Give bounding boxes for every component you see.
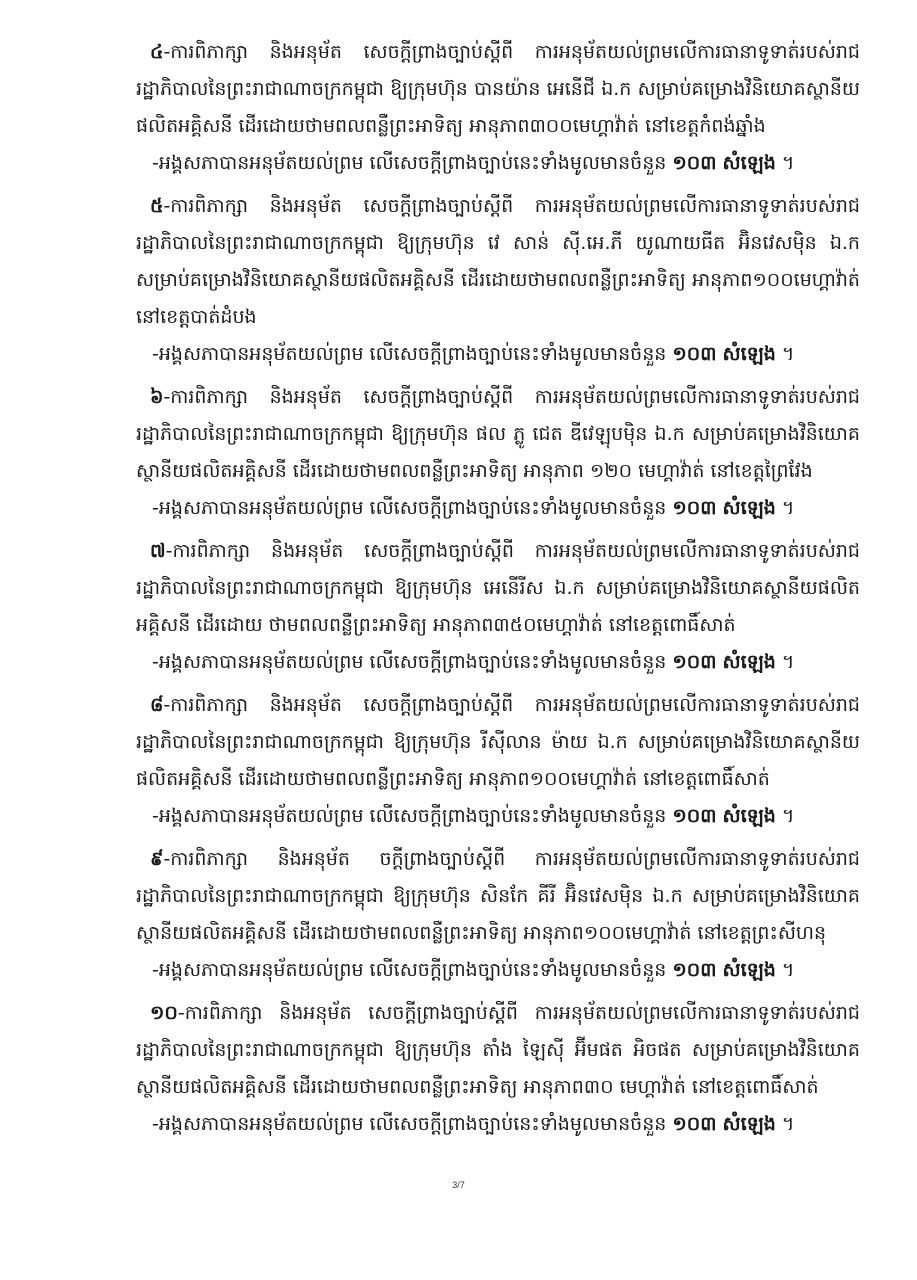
vote-word: សំឡេង bbox=[722, 805, 776, 827]
vote-text: -អង្គសភាបានអនុម័តយល់ព្រម លើសេចក្តីព្រាងច្បាប់នេះទាំងមូលមានចំនួន bbox=[152, 343, 667, 365]
vote-text: -អង្គសភាបានអនុម័តយល់ព្រម លើសេចក្តីព្រាងច្បាប់នេះទាំងមូលមានចំនួន bbox=[152, 651, 667, 673]
vote-result bbox=[138, 952, 860, 989]
agenda-item-text bbox=[136, 379, 860, 490]
vote-word: សំឡេង bbox=[722, 497, 776, 519]
item-description: -ការពិភាក្សា និងអនុម័ត សេចក្តីព្រាងច្បាប់ស្តីពី ការអនុម័តយល់ព្រមលើការធានាទូទាត់របស់រាជរដ្ឋាភិបាលនៃព្រះរាជាណាចក្រកម្ពុជា ឱ្យក្រុមហ៊ុន តាំង ឡៃស៊ី អ៊ីមផត អិចផត សម្រាប់គម្រោងវិនិយោគស្ថានីយផលិតអគ្គិសនី ដើរដោយថាមពលពន្លឺព្រះអាទិត្យ អានុភាព៣០ មេហ្គាវ៉ាត់ នៅខេត្តពោធិ៍សាត់ bbox=[136, 1002, 860, 1098]
vote-text: -អង្គសភាបានអនុម័តយល់ព្រម លើសេចក្តីព្រាងច្បាប់នេះទាំងមូលមានចំនួន bbox=[152, 959, 667, 981]
vote-end: ។ bbox=[781, 959, 795, 981]
vote-text: -អង្គសភាបានអនុម័តយល់ព្រម លើសេចក្តីព្រាងច្បាប់នេះទាំងមូលមានចំនួន bbox=[152, 497, 667, 519]
agenda-item-10 bbox=[138, 995, 860, 1143]
agenda-item-6 bbox=[138, 379, 860, 527]
item-number: ៨ bbox=[150, 694, 164, 716]
vote-result bbox=[138, 798, 860, 835]
vote-end: ។ bbox=[781, 152, 795, 174]
vote-word: សំឡេង bbox=[722, 651, 776, 673]
vote-end: ។ bbox=[781, 1113, 795, 1135]
agenda-item-5 bbox=[138, 188, 860, 373]
vote-count: ១០៣ bbox=[672, 651, 717, 673]
vote-count: ១០៣ bbox=[672, 959, 717, 981]
agenda-item-text bbox=[136, 841, 860, 952]
item-number: ៥ bbox=[150, 195, 164, 217]
page-number: 3/7 bbox=[452, 1180, 465, 1190]
agenda-item-text bbox=[136, 533, 860, 644]
vote-result bbox=[138, 490, 860, 527]
vote-count: ១០៣ bbox=[672, 805, 717, 827]
agenda-item-4 bbox=[138, 34, 860, 182]
vote-count: ១០៣ bbox=[672, 497, 717, 519]
item-number: ៤ bbox=[150, 41, 164, 63]
vote-text: -អង្គសភាបានអនុម័តយល់ព្រម លើសេចក្តីព្រាងច្បាប់នេះទាំងមូលមានចំនួន bbox=[152, 1113, 667, 1135]
item-number: ៧ bbox=[150, 540, 166, 562]
agenda-item-text bbox=[136, 687, 860, 798]
vote-text: -អង្គសភាបានអនុម័តយល់ព្រម លើសេចក្តីព្រាងច្បាប់នេះទាំងមូលមានចំនួន bbox=[152, 152, 667, 174]
vote-result bbox=[138, 145, 860, 182]
vote-count: ១០៣ bbox=[672, 1113, 717, 1135]
agenda-item-8 bbox=[138, 687, 860, 835]
vote-word: សំឡេង bbox=[722, 343, 776, 365]
vote-end: ។ bbox=[781, 651, 795, 673]
agenda-item-text bbox=[136, 995, 860, 1106]
item-description: -ការពិភាក្សា និងអនុម័ត ចក្តីព្រាងច្បាប់ស្តីពី ការអនុម័តយល់ព្រមលើការធានាទូទាត់របស់រាជរដ្ឋាភិបាលនៃព្រះរាជាណាចក្រកម្ពុជា ឱ្យក្រុមហ៊ុន សិនកែ គីរី អ៊ិនវេសម៉ិន ឯ.ក សម្រាប់គម្រោងវិនិយោគស្ថានីយផលិតអគ្គិសនី ដើរដោយថាមពលពន្លឺព្រះអាទិត្យ អានុភាព១០០មេហ្គាវ៉ាត់ នៅខេត្តព្រះសីហនុ bbox=[136, 848, 860, 944]
agenda-item-text bbox=[136, 188, 860, 336]
vote-word: សំឡេង bbox=[722, 959, 776, 981]
item-description: -ការពិភាក្សា និងអនុម័ត សេចក្តីព្រាងច្បាប់ស្តីពី ការអនុម័តយល់ព្រមលើការធានាទូទាត់របស់រាជរដ្ឋាភិបាលនៃព្រះរាជាណាចក្រកម្ពុជា ឱ្យក្រុមហ៊ុន អេនើរីស ឯ.ក សម្រាប់គម្រោងវិនិយោគស្ថានីយផលិតអគ្គិសនី ដើរដោយ ថាមពលពន្លឺព្រះអាទិត្យ អានុភាព៣៥០មេហ្គាវ៉ាត់ នៅខេត្តពោធិ៍សាត់ bbox=[136, 540, 860, 636]
item-number: ៩ bbox=[150, 848, 164, 870]
item-description: -ការពិភាក្សា និងអនុម័ត សេចក្តីព្រាងច្បាប់ស្តីពី ការអនុម័តយល់ព្រមលើការធានាទូទាត់របស់រាជរដ្ឋាភិបាលនៃព្រះរាជាណាចក្រកម្ពុជា ឱ្យក្រុមហ៊ុន រីស៊ីលាន ម៉ាយ ឯ.ក សម្រាប់គម្រោងវិនិយោគស្ថានីយផលិតអគ្គិសនី ដើរដោយថាមពលពន្លឺព្រះអាទិត្យ អានុភាព១០០មេហ្គាវ៉ាត់ នៅខេត្តពោធិ៍សាត់ bbox=[136, 694, 860, 790]
vote-count: ១០៣ bbox=[672, 152, 717, 174]
item-description: -ការពិភាក្សា និងអនុម័ត សេចក្តីព្រាងច្បាប់ស្តីពី ការអនុម័តយល់ព្រមលើការធានាទូទាត់របស់រាជរដ្ឋាភិបាលនៃព្រះរាជាណាចក្រកម្ពុជា ឱ្យក្រុមហ៊ុន វេ សាន់ ស៊ី.អេ.ភី យូណាយធីត អ៊ិនវេសម៉ិន ឯ.ក សម្រាប់គម្រោងវិនិយោគស្ថានីយផលិតអគ្គិសនី ដើរដោយថាមពលពន្លឺព្រះអាទិត្យ អានុភាព១០០មេហ្គាវ៉ាត់ នៅខេត្តបាត់ដំបង bbox=[136, 195, 860, 328]
vote-end: ។ bbox=[781, 805, 795, 827]
vote-result bbox=[138, 1106, 860, 1143]
agenda-item-7 bbox=[138, 533, 860, 681]
vote-word: សំឡេង bbox=[722, 1113, 776, 1135]
document-body bbox=[138, 34, 860, 1149]
item-number: ១០ bbox=[150, 1002, 178, 1024]
vote-end: ។ bbox=[781, 497, 795, 519]
item-number: ៦ bbox=[150, 386, 164, 408]
agenda-item-text bbox=[136, 34, 860, 145]
item-description: -ការពិភាក្សា និងអនុម័ត សេចក្តីព្រាងច្បាប់ស្តីពី ការអនុម័តយល់ព្រមលើការធានាទូទាត់របស់រាជរដ្ឋាភិបាលនៃព្រះរាជាណាចក្រកម្ពុជា ឱ្យក្រុមហ៊ុន ផល ភ្លូ ជេត ឌីវេឡុបម៉ិន ឯ.ក សម្រាប់គម្រោងវិនិយោគស្ថានីយផលិតអគ្គិសនី ដើរដោយថាមពលពន្លឺព្រះអាទិត្យ អានុភាព ១២០ មេហ្គាវ៉ាត់ នៅខេត្តព្រៃវែង bbox=[136, 386, 860, 482]
vote-text: -អង្គសភាបានអនុម័តយល់ព្រម លើសេចក្តីព្រាងច្បាប់នេះទាំងមូលមានចំនួន bbox=[152, 805, 667, 827]
vote-count: ១០៣ bbox=[672, 343, 717, 365]
agenda-item-9 bbox=[138, 841, 860, 989]
vote-result bbox=[138, 644, 860, 681]
vote-word: សំឡេង bbox=[722, 152, 776, 174]
item-description: -ការពិភាក្សា និងអនុម័ត សេចក្តីព្រាងច្បាប់ស្តីពី ការអនុម័តយល់ព្រមលើការធានាទូទាត់របស់រាជរដ្ឋាភិបាលនៃព្រះរាជាណាចក្រកម្ពុជា ឱ្យក្រុមហ៊ុន បានយ៉ាន អេនើជី ឯ.ក សម្រាប់គម្រោងវិនិយោគស្ថានីយផលិតអគ្គិសនី ដើរដោយថាមពលពន្លឺព្រះអាទិត្យ អានុភាព៣០០មេហ្គាវ៉ាត់ នៅខេត្តកំពង់ឆ្នាំង bbox=[136, 41, 860, 137]
vote-end: ។ bbox=[781, 343, 795, 365]
vote-result bbox=[138, 336, 860, 373]
